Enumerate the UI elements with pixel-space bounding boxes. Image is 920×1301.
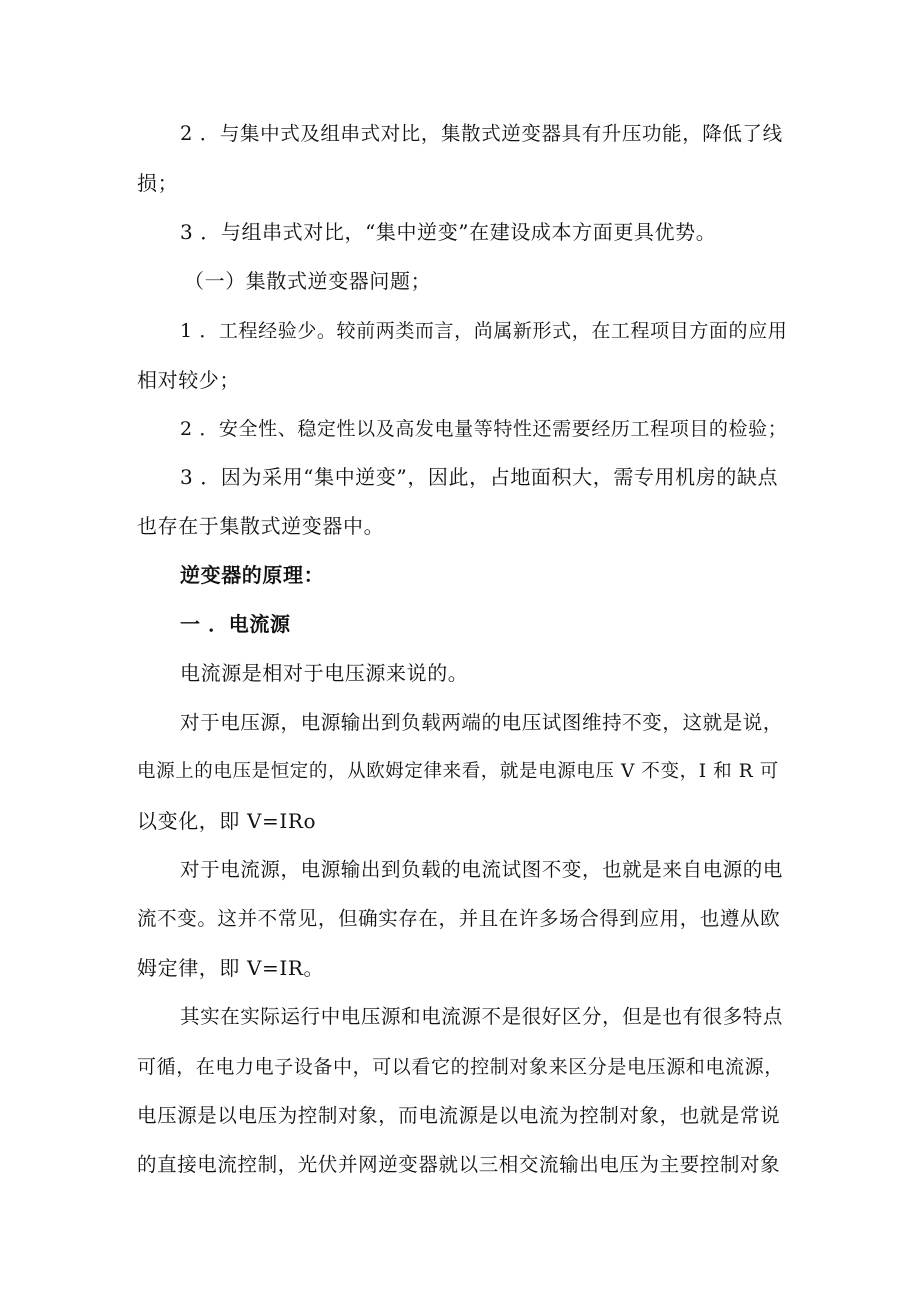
paragraph-line: 也存在于集散式逆变器中。: [137, 514, 385, 538]
paragraph-line: 电流源是相对于电压源来说的。: [180, 661, 469, 685]
paragraph-line: 对于电压源，电源输出到负载两端的电压试图维持不变，这就是说，: [180, 711, 784, 734]
paragraph-line: 相对较少；: [137, 368, 240, 392]
paragraph-line: 可循，在电力电子设备中，可以看它的控制对象来区分是电压源和电流源，: [137, 1056, 784, 1078]
paragraph-line: 2 ．与集中式及组串式对比，集散式逆变器具有升压功能，降低了线: [180, 122, 783, 145]
paragraph-line: 对于电流源，电源输出到负载的电流试图不变，也就是来自电源的电: [180, 858, 784, 881]
paragraph-line: 电源上的电压是恒定的，从欧姆定律来看，就是电源电压 V 不变，I 和 R 可: [137, 761, 779, 782]
paragraph-line: 姆定律，即 V=IR。: [137, 956, 325, 980]
paragraph-line: 的直接电流控制，光伏并网逆变器就以三相交流输出电压为主要控制对象: [137, 1153, 781, 1176]
paragraph-line: 流不变。这并不常见，但确实存在，并且在许多场合得到应用，也遵从欧: [137, 907, 781, 930]
paragraph-line: 3 ．因为采用“集中逆变”，因此，占地面积大，需专用机房的缺点: [180, 465, 779, 489]
paragraph-line: 以变化，即 V=IRo: [137, 809, 317, 833]
section-heading: （一）集散式逆变器问题；: [184, 269, 432, 293]
subsection-heading-bold: 一 ．电流源: [180, 612, 291, 636]
paragraph-line: 损；: [137, 171, 179, 195]
paragraph-line: 2 ．安全性、稳定性以及高发电量等特性还需要经历工程项目的检验；: [180, 418, 788, 440]
paragraph-line: 1 ．工程经验少。较前两类而言，尚属新形式，在工程项目方面的应用: [180, 320, 788, 342]
paragraph-line: 其实在实际运行中电压源和电流源不是很好区分，但是也有很多特点: [180, 1005, 784, 1028]
paragraph-line: 3 ．与组串式对比，“集中逆变”在建设成本方面更具优势。: [180, 220, 717, 244]
section-heading-bold: 逆变器的原理：: [180, 563, 325, 587]
paragraph-line: 电压源是以电压为控制对象，而电流源是以电流为控制对象，也就是常说: [137, 1104, 781, 1127]
